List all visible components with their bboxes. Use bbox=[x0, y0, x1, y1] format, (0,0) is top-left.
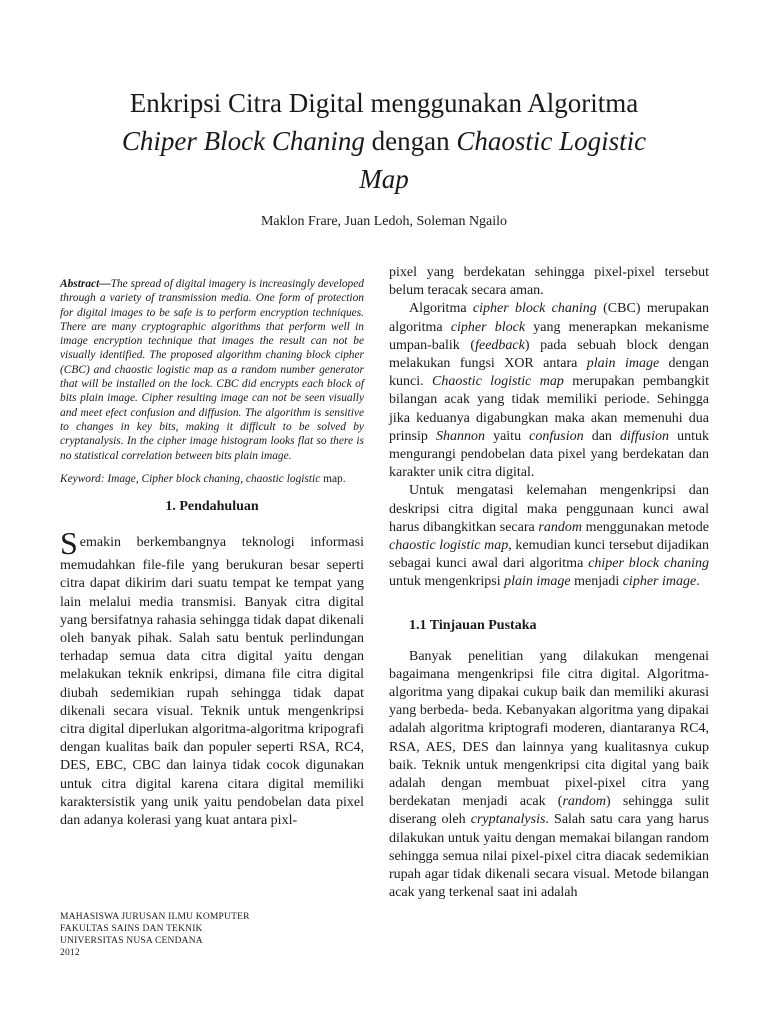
abstract-text: The spread of digital imagery is increasingly developed through a variety of transmission media. One form of protection for digital images to be safe is to perform encryption techniques. There are many cryptographic algorithms that perform well in image encryption technique that images the result can not be visually identified. The proposed algorithm chaning block cipher (CBC) and chaostic logistic map as a random number generator that will be installed on the lock. CBC did encrypts each block of bits plain image. Cipher resulting image can not be seen visually and meet efect confusion and diffusion. The algorithm is sensitive to changes in key bits, making it difficult to be solved by cryptanalysis. In the cipher image histogram looks flat so there is no statistical correlation between bits plain image. bbox=[60, 278, 364, 462]
italic-term: random bbox=[562, 794, 607, 810]
italic-term: Shannon bbox=[435, 428, 485, 444]
keywords bbox=[60, 472, 364, 486]
section-heading-pendahuluan: 1. Pendahuluan bbox=[165, 499, 259, 515]
italic-term: plain image bbox=[504, 574, 571, 590]
text-run: ) sehingga sulit diserang oleh bbox=[389, 794, 710, 828]
text-run: dengan kunci. bbox=[389, 356, 709, 390]
text-run: untuk mengurangi pendobelan data pixel yang berdekatan dan karakter unik citra digital. bbox=[389, 428, 710, 481]
italic-term: cipher image bbox=[622, 574, 697, 590]
text-run: untuk mengenkripsi bbox=[389, 574, 505, 590]
paper-title bbox=[60, 84, 708, 198]
text-run: (CBC) merupakan algoritma bbox=[389, 301, 710, 335]
footer-year: 2012 bbox=[60, 948, 80, 958]
keywords-label: Keyword: Image, Cipher block chaning, chaostic logistic bbox=[60, 472, 321, 485]
paragraph-literature-review bbox=[389, 648, 709, 903]
text-run: dan bbox=[583, 428, 621, 444]
text-run: . Salah satu cara yang harus dilakukan untuk yaitu dengan memakai bilangan random sehingga semua nilai pixel-pixel citra diacak sedemikian rupah agar tidak dikenali secara visual. Metode bilangan acak yang terkenal saat ini adalah bbox=[389, 812, 709, 901]
italic-term: chiper block chaning bbox=[588, 556, 709, 572]
affiliation-footer bbox=[60, 911, 360, 959]
title-term-map: Map bbox=[359, 164, 409, 194]
italic-term: cipher block chaning bbox=[472, 301, 597, 317]
text-run: menggunakan metode bbox=[581, 519, 709, 535]
italic-term: Chaostic logistic map bbox=[432, 374, 564, 390]
footer-line: FAKULTAS SAINS DAN TEKNIK bbox=[60, 924, 203, 934]
title-line-3 bbox=[60, 160, 708, 198]
paragraph-key-generation bbox=[389, 482, 709, 591]
title-line-2 bbox=[60, 122, 708, 160]
text-run: Banyak penelitian yang dilakukan mengenai bagaimana mengenkripsi file citra digital. Algoritma-algoritma yang dipakai cukup baik dan memiliki akurasi yang berbeda- beda. Kebanyakan algoritma yang dipakai adalah algoritma kriptografi moderen, diantaranya RC4, RSA, AES, DES dan lainnya yang kualitasnya cukup baik. Teknik untuk mengenkripsi cita digital yang baik adalah dengan membuat pixel-pixel citra yang berdekatan menjadi acak ( bbox=[389, 648, 709, 810]
paragraph-cbc bbox=[389, 300, 709, 482]
italic-term: cryptanalysis bbox=[470, 812, 546, 828]
title-term-chaostic: Chaostic Logistic bbox=[456, 126, 647, 156]
italic-term: diffusion bbox=[620, 428, 670, 444]
title-line-1: Enkripsi Citra Digital menggunakan Algoritma bbox=[129, 88, 639, 118]
text-run: yang menerapkan mekanisme umpan-balik ( bbox=[389, 319, 709, 353]
text-run: yaitu bbox=[484, 428, 530, 444]
intro-text: memudahkan file-file yang berukuran besar seperti citra dapat dikirim dari suatu tempat ke tempat yang lain melalui media transmisi. Banyak citra digital yang bersifatnya rahasia sehingga tidak dapat dikenali oleh banyak pihak. Salah satu bentuk perlindungan terhadap semua data citra digital yaitu dengan melakukan teknik enkripsi, dimana file citra digital diubah sedemikian rupah sehingga tidak dapat dikenali secara visual. Teknik untuk mengenkripsi citra digital diperlukan algoritma-algoritma kripografi dengan kualitas baik dan populer seperti RSA, RC4, DES, EBC, CBC dan lainya tidak cocok digunakan untuk citra digital karena citara digital memiliki karaktersistik yang unik yaitu pendobelan data pixel dan adanya kolerasi yang kuat antara pixl- bbox=[60, 558, 364, 828]
italic-term: feedback bbox=[475, 337, 525, 353]
intro-first-line: emakin berkembangnya teknologi informasi bbox=[79, 535, 364, 551]
drop-cap: S bbox=[60, 525, 78, 562]
footer-line: UNIVERSITAS NUSA CENDANA bbox=[60, 936, 203, 946]
text-run: , kemudian kunci tersebut dijadikan sebagai kunci awal dari algoritma bbox=[389, 538, 709, 572]
keywords-tail: map. bbox=[323, 472, 346, 485]
italic-term: confusion bbox=[529, 428, 584, 444]
italic-term: plain image bbox=[586, 356, 660, 372]
title-term-cbc: Chiper Block Chaning bbox=[121, 126, 365, 156]
abstract bbox=[60, 277, 364, 463]
section-heading-tinjauan-pustaka: 1.1 Tinjauan Pustaka bbox=[409, 617, 537, 633]
italic-term: cipher block bbox=[450, 319, 526, 335]
text-run: Untuk mengatasi kelemahan mengenkripsi dan deskripsi citra digital maka penggunaan kunci awal harus dibangkitkan secara bbox=[389, 483, 709, 535]
intro-paragraph bbox=[60, 525, 364, 830]
italic-term: chaostic logistic map bbox=[389, 538, 509, 554]
text-run: ) pada sebuah block dengan melakukan fungsi XOR antara bbox=[389, 337, 710, 372]
abstract-label: Abstract— bbox=[60, 278, 111, 290]
right-column bbox=[389, 264, 709, 903]
title-connector: dengan bbox=[364, 126, 457, 156]
left-column bbox=[60, 277, 364, 830]
footer-line: MAHASISWA JURUSAN ILMU KOMPUTER bbox=[60, 912, 250, 922]
paragraph-continuation: pixel yang berdekatan sehingga pixel-pixel tersebut belum teracak secara aman. bbox=[389, 265, 709, 299]
text-run: merupakan pembangkit bilangan acak yang tidak memiliki periode. Sehingga jika keduanya digabungkan maka akan memenuhi dua prinsip bbox=[389, 374, 709, 444]
text-run: . bbox=[696, 574, 700, 590]
italic-term: random bbox=[538, 519, 582, 535]
text-run: menjadi bbox=[570, 574, 623, 590]
text-run: Algoritma bbox=[409, 301, 473, 317]
author-list: Maklon Frare, Juan Ledoh, Soleman Ngailo bbox=[260, 214, 508, 229]
